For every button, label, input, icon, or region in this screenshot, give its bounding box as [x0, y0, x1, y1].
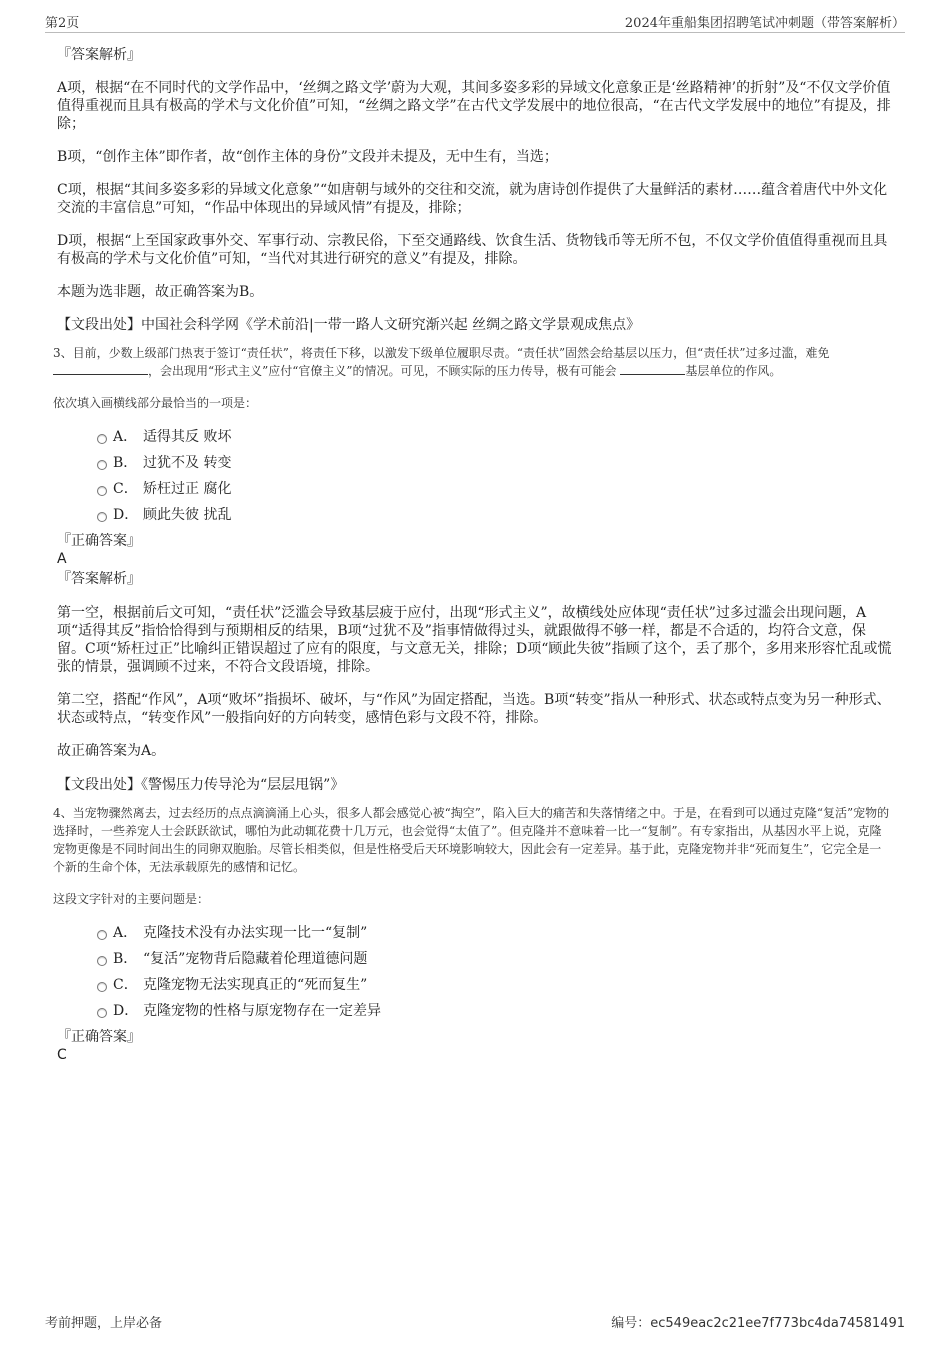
fill-blank-1: [53, 362, 148, 375]
question-4-option-c[interactable]: C． 克隆宠物无法实现真正的“死而复生”: [57, 972, 892, 998]
document-code: [611, 1312, 905, 1331]
page-number: 第2页: [45, 16, 80, 31]
page-header: [45, 12, 905, 33]
correct-answer-value: C: [57, 1047, 67, 1063]
question-4-prompt: 这段文字针对的主要问题是：: [53, 892, 210, 906]
radio-icon[interactable]: [97, 460, 107, 470]
question-4-stem: 4、当宠物骤然离去，过去经历的点点滴滴涌上心头，很多人都会感觉心被“掏空”，陷入巨大的痛苦和失落情绪之中。于是，在看到可以通过克隆“复活”宠物的选择时，一些养宠人士会跃跃欲试，哪怕为此动辄花费十几万元，也会觉得“太值了”。但克隆并不意味着一比一“复制”。有专家指出，从基因水平上说，克隆宠物更像是不同时间出生的同卵双胞胎。尽管长相类似，但是性格受后天环境影响较大，因此会有一定差异。基于此，克隆宠物并非“死而复生”，它完全是一个新的生命个体，无法承载原先的感情和记忆。: [53, 806, 890, 874]
question-3-option-a[interactable]: A． 适得其反 败坏: [57, 424, 892, 450]
source-citation: 【文段出处】中国社会科学网《学术前沿|一带一路人文研究渐兴起 丝绸之路文学景观成焦点》: [57, 317, 641, 333]
radio-icon[interactable]: [97, 434, 107, 444]
question-4-option-a[interactable]: A． 克隆技术没有办法实现一比一“复制”: [57, 920, 892, 946]
radio-icon[interactable]: [97, 486, 107, 496]
footer-slogan: 考前押题，上岸必备: [45, 1316, 163, 1331]
page-content: [53, 40, 892, 1064]
analysis-blank-1: 第一空，根据前后文可知，“责任状”泛滥会导致基层疲于应付，出现“形式主义”，故横线处应体现“责任状”过多过滥会出现问题，A项“适得其反”指恰恰得到与预期相反的结果，B项“过犹不及”指事情做得过头，就跟做得不够一样，都是不合适的，均符合文意，保留。C项“矫枉过正”比喻纠正错误超过了应有的限度，与文意无关，排除；D项“顾此失彼”指顾了这个，丢了那个，多用来形容忙乱或慌张的情景，强调顾不过来，不符合文段语境，排除。: [57, 605, 892, 675]
correct-answer-label: 『正确答案』: [57, 1029, 141, 1045]
question-3-option-c[interactable]: C． 矫枉过正 腐化: [57, 476, 892, 502]
question-3-stem-part1: 3、目前，少数上级部门热衷于签订“责任状”，将责任下移，以激发下级单位履职尽责。“责任状”固然会给基层以压力，但“责任状”过多过滥，难免: [53, 346, 830, 360]
question-4-option-d[interactable]: D． 克隆宠物的性格与原宠物存在一定差异: [57, 998, 892, 1024]
analysis-label: 『答案解析』: [57, 47, 141, 63]
analysis-option-c: C项，根据“其间多姿多彩的异域文化意象”“如唐朝与域外的交往和交流，就为唐诗创作提供了大量鲜活的素材……蕴含着唐代中外文化交流的丰富信息”可知，“作品中体现出的异域风情”有提及，排除；: [57, 182, 888, 216]
analysis-conclusion: 故正确答案为A。: [57, 743, 166, 759]
analysis-label: 『答案解析』: [57, 571, 141, 587]
question-3-stem-part2: ，会出现用“形式主义”应付“官僚主义”的情况。可见，不顾实际的压力传导，极有可能会: [148, 364, 617, 378]
analysis-option-a: A项，根据“在不同时代的文学作品中，‘丝绸之路文学’蔚为大观，其间多姿多彩的异域文化意象正是‘丝路精神’的折射”及“不仅文学价值值得重视而且具有极高的学术与文化价值”可知，“丝绸之路文学”在古代文学发展中的地位很高，“在古代文学发展中的地位”有提及，排除；: [57, 80, 891, 132]
question-4-options: [57, 920, 892, 1024]
document-code-label: 编号：: [611, 1316, 651, 1331]
analysis-option-b: B项，“创作主体”即作者，故“创作主体的身份”文段并未提及，无中生有，当选；: [57, 149, 558, 165]
page-footer: [45, 1312, 905, 1332]
question-3-option-d[interactable]: D． 顾此失彼 扰乱: [57, 502, 892, 528]
question-3-stem-part3: 基层单位的作风。: [685, 364, 782, 378]
fill-blank-2: [620, 362, 685, 375]
source-citation: 【文段出处】《警惕压力传导沦为“层层甩锅”》: [57, 777, 345, 793]
analysis-option-d: D项，根据“上至国家政事外交、军事行动、宗教民俗，下至交通路线、饮食生活、货物钱币等无所不包，不仅文学价值值得重视而且具有极高的学术与文化价值”可知，“当代对其进行研究的意义”有提及，排除。: [57, 233, 888, 267]
question-4-option-b[interactable]: B． “复活”宠物背后隐藏着伦理道德问题: [57, 946, 892, 972]
analysis-conclusion: 本题为选非题，故正确答案为B。: [57, 284, 264, 300]
radio-icon[interactable]: [97, 1008, 107, 1018]
analysis-blank-2: 第二空，搭配“作风”，A项“败坏”指损坏、破坏，与“作风”为固定搭配，当选。B项“转变”指从一种形式、状态或特点变为另一种形式、状态或特点，“转变作风”一般指向好的方向转变，感情色彩与文段不符，排除。: [57, 692, 891, 726]
question-3-options: [57, 424, 892, 528]
question-3-prompt: 依次填入画横线部分最恰当的一项是：: [53, 396, 258, 410]
radio-icon[interactable]: [97, 512, 107, 522]
correct-answer-label: 『正确答案』: [57, 533, 141, 549]
correct-answer-value: A: [57, 551, 67, 567]
radio-icon[interactable]: [97, 982, 107, 992]
question-3-option-b[interactable]: B． 过犹不及 转变: [57, 450, 892, 476]
radio-icon[interactable]: [97, 930, 107, 940]
document-title: 2024年重船集团招聘笔试冲刺题（带答案解析）: [624, 16, 905, 31]
radio-icon[interactable]: [97, 956, 107, 966]
document-code-value: ec549eac2c21ee7f773bc4da74581491: [650, 1316, 905, 1331]
question-3-stem: [53, 344, 892, 380]
